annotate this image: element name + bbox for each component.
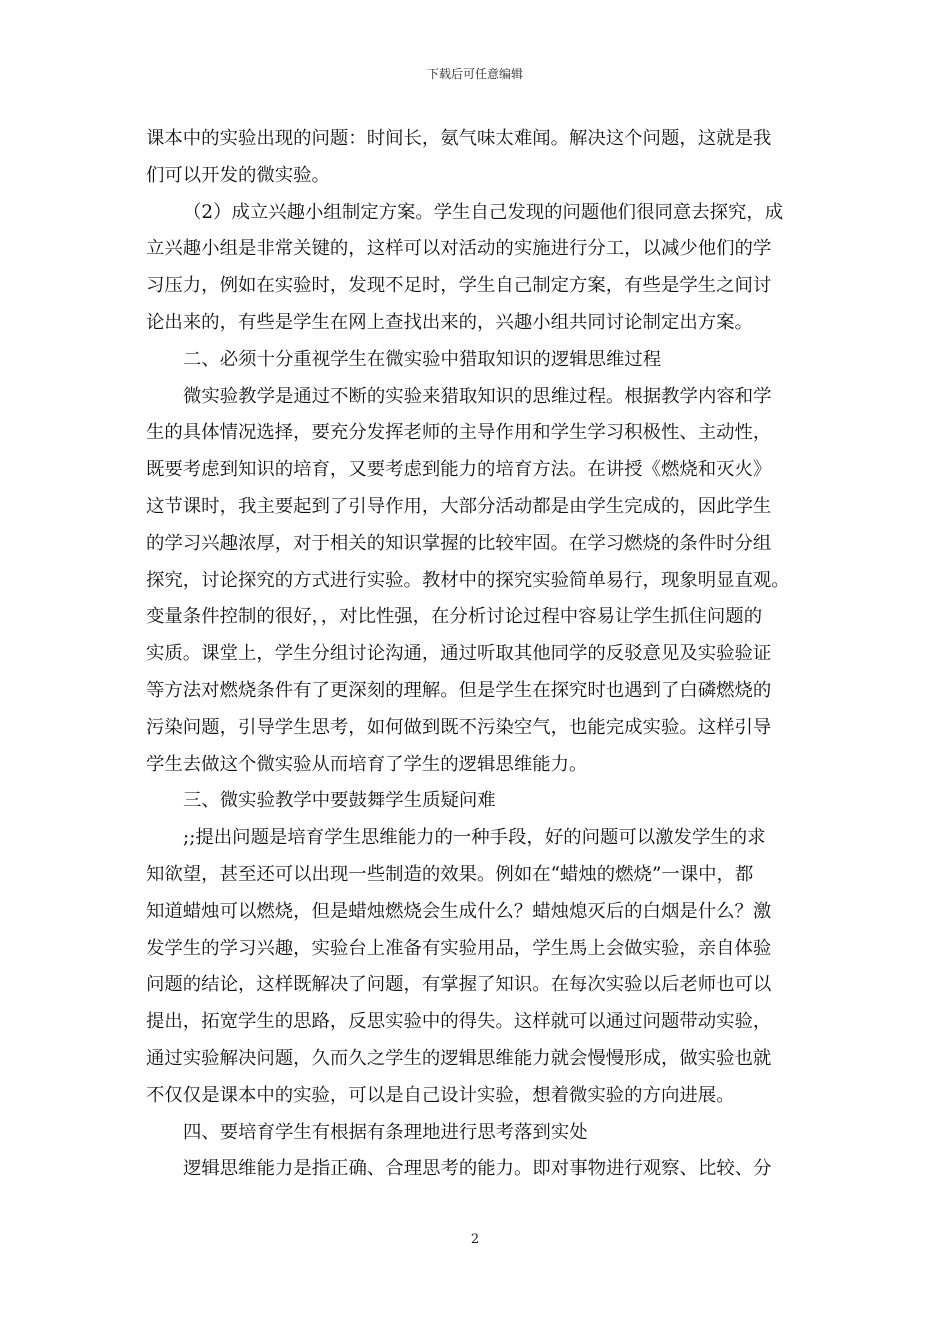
text-line: 四、要培育学生有根据有条理地进行思考落到实处 (183, 1121, 588, 1143)
text-line: 知道蜡烛可以燃烧，但是蜡烛燃烧会生成什么？蜡烛熄灭后的白烟是什么？激 (146, 900, 772, 922)
text-line: 污染问题，引导学生思考，如何做到既不污染空气，也能完成实验。这样引导 (146, 716, 772, 738)
text-line: 知欲望，甚至还可以出现一些制造的效果。例如在“蜡烛的燃烧”一课中，都 (146, 863, 754, 885)
text-line: 习压力，例如在实验时，发现不足时，学生自己制定方案，有些是学生之间讨 (146, 275, 772, 297)
text-line: 提出，拓宽学生的思路，反思实验中的得失。这样就可以通过问题带动实验， (146, 1011, 772, 1033)
text-line: 的学习兴趣浓厚，对于相关的知识掌握的比较牢固。在学习燃烧的条件时分组 (146, 532, 772, 554)
text-line: 微实验教学是通过不断的实验来猎取知识的思维过程。根据教学内容和学 (183, 385, 772, 407)
text-line: 实质。课堂上，学生分组讨论沟通，通过听取其他同学的反驳意见及实验验证 (146, 643, 772, 665)
text-line: 二、必须十分重视学生在微实验中猎取知识的逻辑思维过程 (183, 348, 662, 370)
text-line: 不仅仅是课本中的实验，可以是自己设计实验，想着微实验的方向进展。 (146, 1084, 735, 1106)
page-number: 2 (470, 1232, 480, 1247)
text-line: 等方法对燃烧条件有了更深刻的理解。但是学生在探究时也遇到了白磷燃烧的 (146, 679, 772, 701)
text-line: 变量条件控制的很好，，对比性强，在分析讨论过程中容易让学生抓住问题的 (146, 606, 763, 628)
page-header: 下载后可任意编辑 (426, 67, 523, 81)
text-line: 三、微实验教学中要鼓舞学生质疑问难 (183, 790, 496, 812)
text-line: 问题的结论，这样既解决了问题，有掌握了知识。在每次实验以后老师也可以 (146, 974, 772, 996)
text-line: 逻辑思维能力是指正确、合理思考的能力。即对事物进行观察、比较、分 (183, 1158, 772, 1180)
text-line: ;;提出问题是培育学生思维能力的一种手段，好的问题可以激发学生的求 (183, 827, 766, 849)
text-line: 们可以开发的微实验。 (146, 164, 330, 186)
text-line: 这节课时，我主要起到了引导作用，大部分活动都是由学生完成的，因此学生 (146, 495, 772, 517)
text-line: 通过实验解决问题，久而久之学生的逻辑思维能力就会慢慢形成，做实验也就 (146, 1047, 772, 1069)
text-line: 既要考虑到知识的培育，又要考虑到能力的培育方法。在讲授《燃烧和灭火》 (146, 459, 772, 481)
document-body (146, 121, 807, 1188)
text-line: 生的具体情况选择，要充分发挥老师的主导作用和学生学习积极性、主动性， (146, 422, 772, 444)
text-line: 探究，讨论探究的方式进行实验。教材中的探究实验简单易行，现象明显直观。 (146, 569, 790, 591)
text-line: 论出来的，有些是学生在网上查找出来的，兴趣小组共同讨论制定出方案。 (146, 311, 753, 333)
text-line: 发学生的学习兴趣，实验台上准备有实验用品，学生馬上会做实验，亲自体验 (146, 937, 772, 959)
text-line: （2）成立兴趣小组制定方案。学生自己发现的问题他们很同意去探究，成 (183, 201, 784, 223)
text-line: 课本中的实验出现的问题：时间长，氨气味太难闻。解决这个问题，这就是我 (146, 128, 772, 149)
text-line: 学生去做这个微实验从而培育了学生的逻辑思维能力。 (146, 753, 588, 775)
text-line: 立兴趣小组是非常关键的，这样可以对活动的实施进行分工，以减少他们的学 (146, 238, 772, 260)
